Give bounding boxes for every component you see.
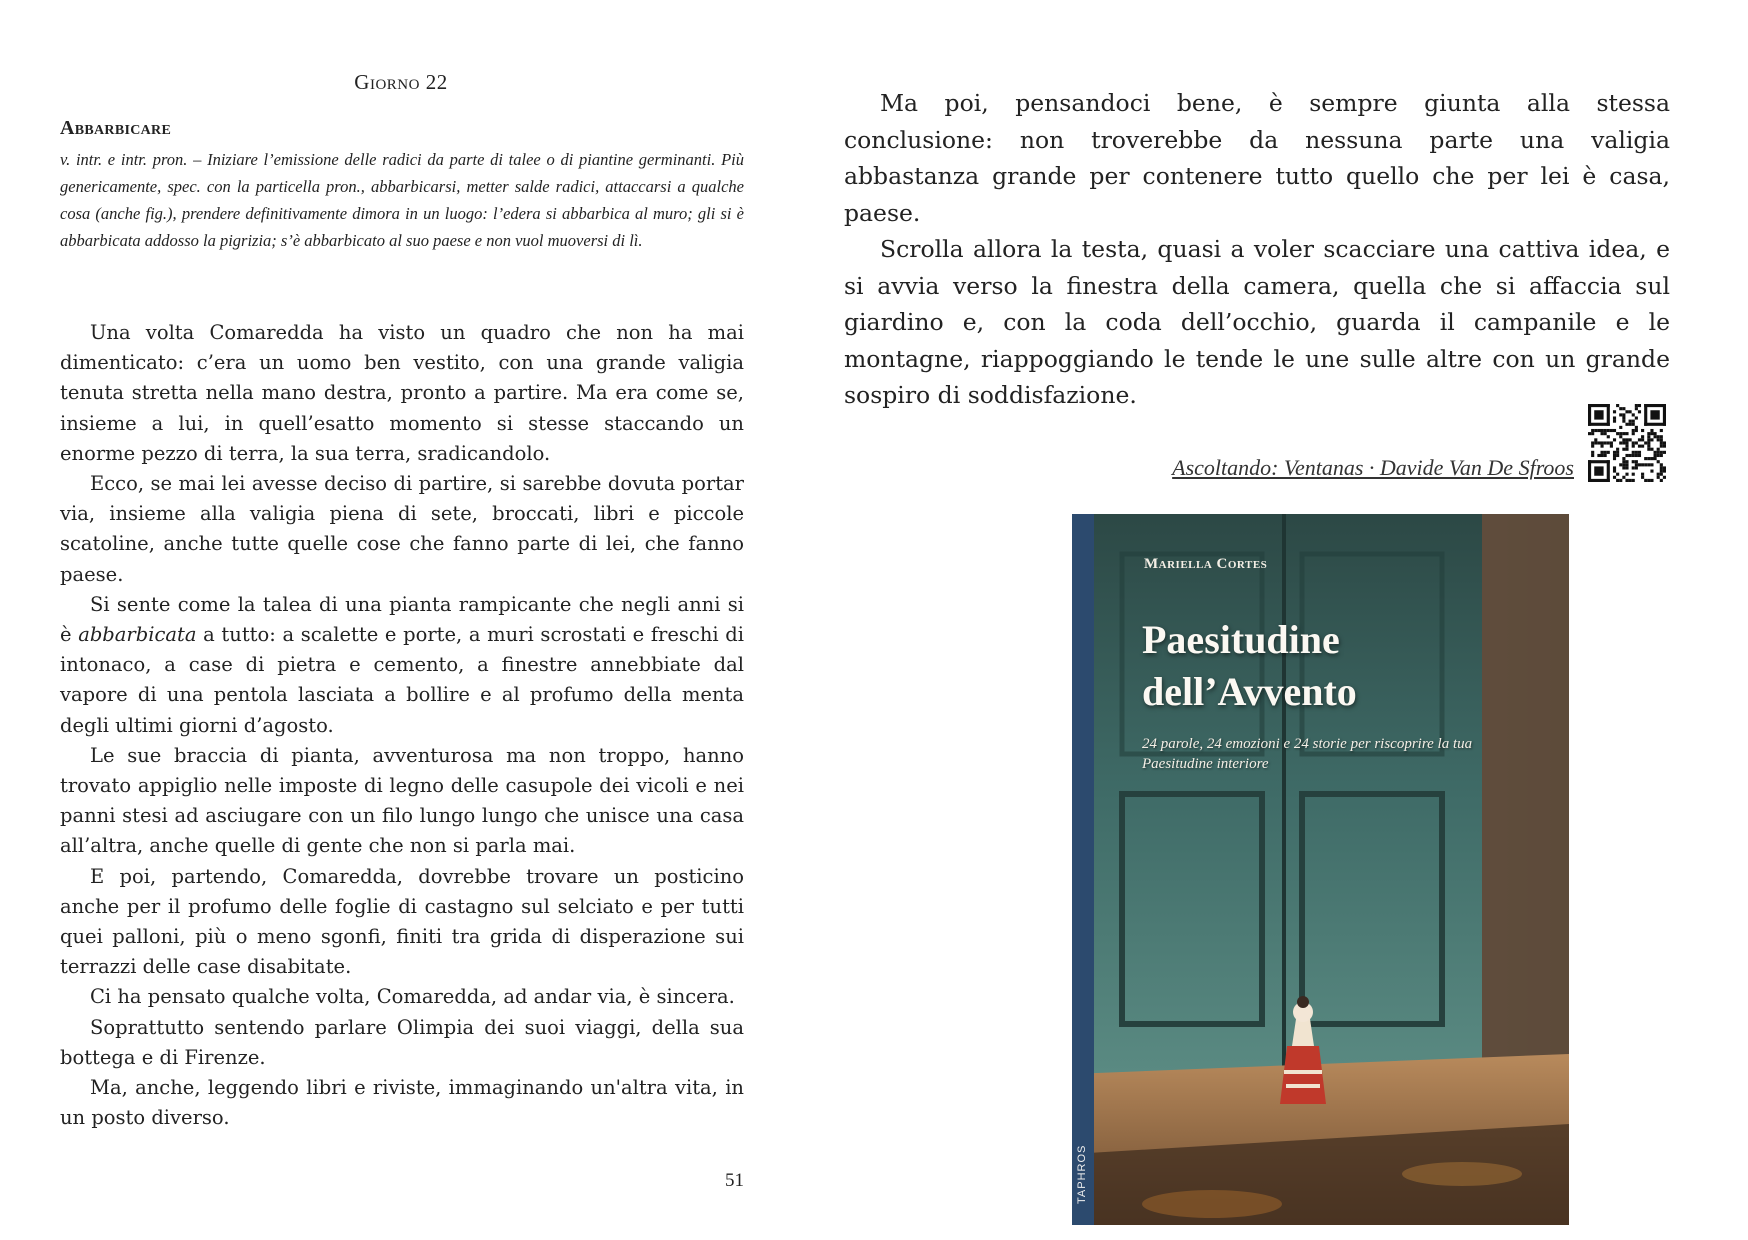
listening-caption[interactable]: Ascoltando: Ventanas · Davide Van De Sfroos — [1172, 455, 1574, 480]
qr-code-icon[interactable] — [1588, 404, 1666, 482]
publisher-name: TAPHROS — [1076, 1144, 1088, 1204]
term-definition: v. intr. e intr. pron. – Iniziare l’emissione delle radici da parte di talee o di piantine germinanti. Più genericamente, spec. con la particella pron., abbarbicarsi, metter salde radici, attaccarsi a qualche cosa (anche fig.), prendere definitivamente dimora in un luogo: l’edera si abbarbica al muro; gli si è abbarbicata addosso la pigrizia; s’è abbarbicato al suo paese e non vuol muoversi di lì. — [60, 150, 744, 250]
paragraph: Ma, anche, leggendo libri e riviste, immaginando un'altra vita, in un posto diverso. — [60, 1076, 744, 1130]
paragraph-text: Si sente come la talea di una pianta rampicante che negli anni si è — [60, 592, 744, 647]
paragraph-text: a tutto: a scalette e porte, a muri scrostati e freschi di intonaco, a case di pietra e cemento, a finestre annebbiate dal vapore di una pentola lasciata a bollire e al profumo della menta degli ultimi giorni d’agosto. — [60, 623, 744, 737]
page-number: 51 — [725, 1170, 744, 1191]
story-text-continued — [844, 85, 1670, 414]
paragraph-plant — [60, 590, 744, 741]
emphasized-word: abbarbicata — [78, 623, 197, 647]
paragraph: Scrolla allora la testa, quasi a voler scacciare una cattiva idea, e si avvia verso la finestra della camera, quella che si affaccia sul giardino e, con la coda dell’occhio, guarda il campanile e le montagne, riappoggiando le tende le une sulle altre con un grande sospiro di soddisfazione. — [844, 235, 1670, 409]
story-text — [60, 318, 744, 1133]
cover-title: Paesitudine dell’Avvento — [1142, 617, 1357, 714]
paragraph: Le sue braccia di pianta, avventurosa ma non troppo, hanno trovato appiglio nelle imposte di legno delle casupole dei vicoli e nei panni stesi ad asciugare con un filo lungo lungo che unisce una casa all’altra, anche quelle di gente che non si parla mai. — [60, 743, 744, 858]
paragraph: Ci ha pensato qualche volta, Comaredda, ad andar via, è sincera. — [90, 985, 735, 1009]
day-heading: Giorno 22 — [354, 70, 448, 94]
dictionary-term: Abbarbicare — [60, 117, 172, 139]
paragraph: Ecco, se mai lei avesse deciso di partire, si sarebbe dovuta portar via, insieme alla valigia piena di sete, broccati, libri e piccole scatoline, anche tutte quelle cose che fanno parte di lei, che fanno paese. — [60, 472, 744, 586]
paragraph: Soprattutto sentendo parlare Olimpia dei suoi viaggi, della sua bottega e di Firenze. — [60, 1015, 744, 1069]
paragraph: E poi, partendo, Comaredda, dovrebbe trovare un posticino anche per il profumo delle foglie di castagno sul selciato e per tutti quei palloni, più o meno sgonfi, finiti tra grida di disperazione sui terrazzi delle case disabitate. — [60, 864, 744, 979]
qr-code-graphic — [1588, 404, 1666, 482]
cover-author: Mariella Cortes — [1144, 556, 1268, 572]
book-cover — [1072, 514, 1569, 1225]
publisher-logo — [1076, 1074, 1092, 1214]
paragraph: Ma poi, pensandoci bene, è sempre giunta alla stessa conclusione: non troverebbe da nessuna parte una valigia abbastanza grande per contenere tutto quello che per lei è casa, paese. — [844, 89, 1670, 227]
cover-subtitle: 24 parole, 24 emozioni e 24 storie per riscoprire la tua Paesitudine interiore — [1142, 736, 1473, 772]
paragraph: Una volta Comaredda ha visto un quadro che non ha mai dimenticato: c’era un uomo ben vestito, con una grande valigia tenuta stretta nella mano destra, pronto a partire. Ma era come se, insieme a lui, in quell’esatto momento si stesse staccando un enorme pezzo di terra, la sua terra, sradicandolo. — [60, 321, 744, 465]
